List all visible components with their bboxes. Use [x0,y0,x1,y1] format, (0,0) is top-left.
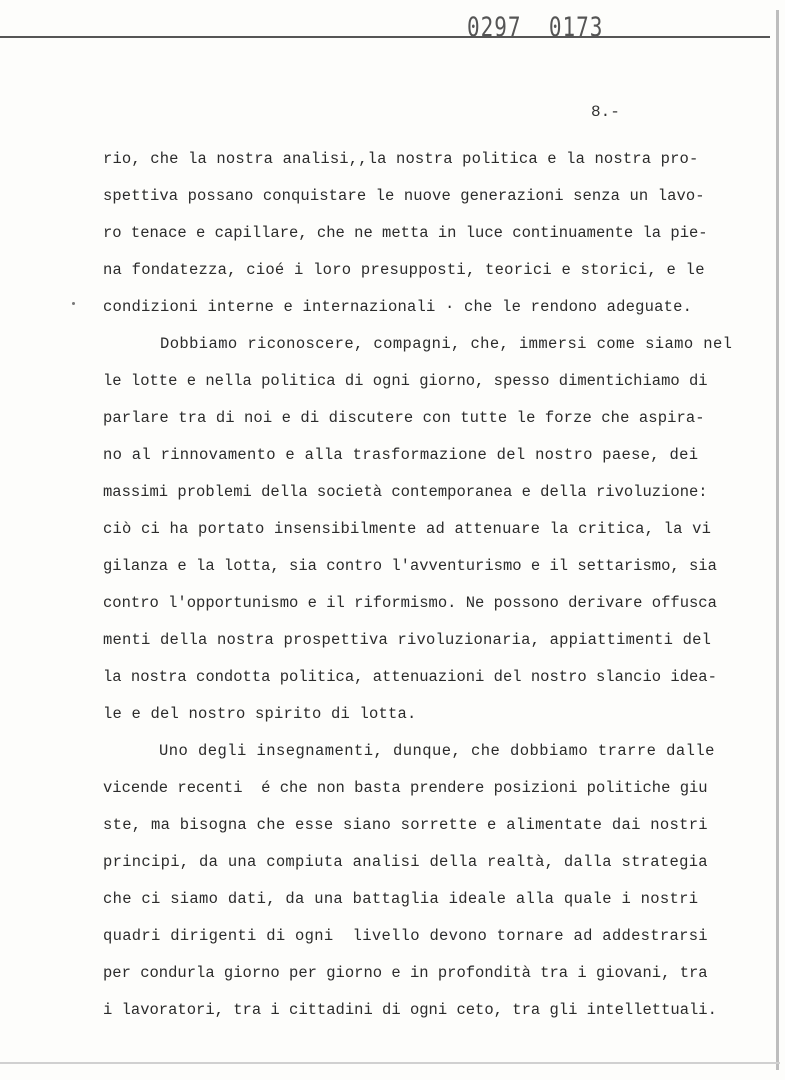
margin-mark [72,302,75,305]
text-line: ste, ma bisogna che esse siano sorrette e alimentate dai nostri [103,816,708,834]
text-line: na fondatezza, cioé i loro presupposti, teorici e storici, e le [103,261,705,279]
text-line: menti della nostra prospettiva rivoluzionaria, appiattimenti del [103,631,712,649]
text-line: le e del nostro spirito di lotta. [103,705,417,723]
page-number: 8.- [591,103,620,121]
text-line: vicende recenti é che non basta prendere posizioni politiche giu [103,779,708,797]
text-line: gilanza e la lotta, sia contro l'avventurismo e il settarismo, sia [103,557,717,575]
text-line: che ci siamo dati, da una battaglia ideale alla quale i nostri [103,890,699,908]
text-line: per condurla giorno per giorno e in profondità tra i giovani, tra [103,964,708,982]
paper-right-edge [776,10,779,1070]
text-line: le lotte e nella politica di ogni giorno, spesso dimentichiamo di [103,372,708,390]
top-rule [0,36,770,38]
text-line: quadri dirigenti di ogni livello devono tornare ad addestrarsi [103,927,708,945]
text-line: i lavoratori, tra i cittadini di ogni ceto, tra gli intellettuali. [103,1001,717,1019]
text-line: Uno degli insegnamenti, dunque, che dobbiamo trarre dalle [159,742,715,760]
paper-bottom-edge [0,1062,780,1064]
text-line: condizioni interne e internazionali · che le rendono adeguate. [103,298,693,316]
text-line: Dobbiamo riconoscere, compagni, che, immersi come siamo nel [160,335,733,353]
text-line: contro l'opportunismo e il riformismo. Ne possono derivare offusca [103,594,717,612]
archive-number: 0297 0173 [467,12,604,42]
text-line: rio, che la nostra analisi,,la nostra politica e la nostra pro- [103,150,699,168]
text-line: ciò ci ha portato insensibilmente ad attenuare la critica, la vi [103,520,712,538]
text-line: principi, da una compiuta analisi della realtà, dalla strategia [103,853,708,871]
text-line: massimi problemi della società contemporanea e della rivoluzione: [103,483,708,501]
text-line: parlare tra di noi e di discutere con tutte le forze che aspira- [103,409,705,427]
text-line: no al rinnovamento e alla trasformazione del nostro paese, dei [103,446,699,464]
text-line: spettiva possano conquistare le nuove generazioni senza un lavo- [103,187,705,205]
text-line: la nostra condotta politica, attenuazioni del nostro slancio idea- [103,668,717,686]
text-line: ro tenace e capillare, che ne metta in luce continuamente la pie- [103,224,708,242]
